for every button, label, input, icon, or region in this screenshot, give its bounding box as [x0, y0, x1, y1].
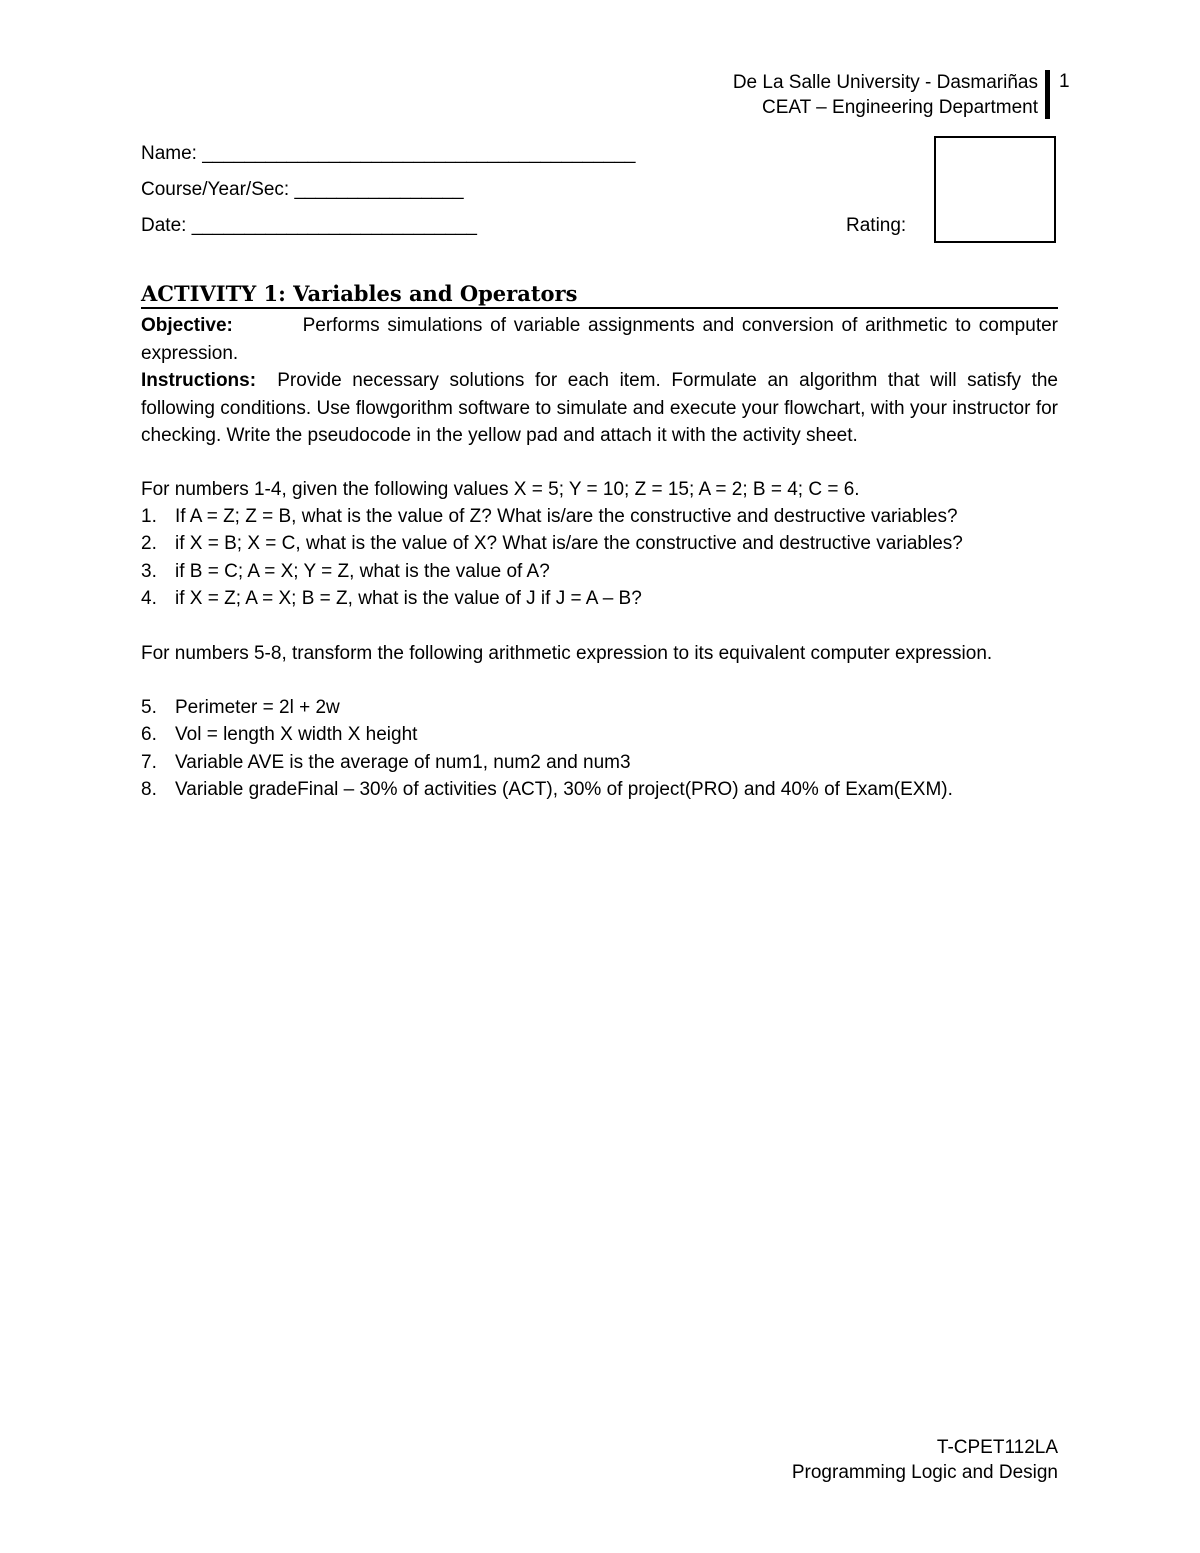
objective-text: Performs simulations of variable assignments and conversion of arithmetic to computer expression.	[141, 315, 1058, 364]
section1-intro: For numbers 1-4, given the following values X = 5; Y = 10; Z = 15; A = 2; B = 4; C = 6.	[141, 479, 860, 500]
item-text: Variable gradeFinal – 30% of activities (ACT), 30% of project(PRO) and 40% of Exam(EXM).	[175, 778, 953, 800]
item-number: 5.	[141, 697, 157, 718]
item-text: if X = B; X = C, what is the value of X? What is/are the constructive and destructive variables?	[175, 533, 963, 555]
section2-list	[141, 694, 1061, 803]
item-number: 2.	[141, 533, 157, 555]
list-item	[141, 694, 1061, 721]
item-number: 7.	[141, 751, 157, 773]
rating-label: Rating:	[846, 215, 907, 236]
name-field[interactable]: Name: _________________________________________	[141, 143, 636, 164]
course-code: T-CPET112LA	[936, 1437, 1058, 1458]
section1-list	[141, 503, 1061, 612]
item-text: If A = Z; Z = B, what is the value of Z? What is/are the constructive and destructive variables?	[175, 506, 958, 527]
list-item	[141, 558, 1061, 585]
activity-title: ACTIVITY 1: Variables and Operators	[141, 280, 1058, 309]
instructions-label: Instructions:	[141, 370, 257, 391]
page-number: 1	[1059, 71, 1070, 92]
page-header	[733, 70, 1038, 120]
list-item	[141, 530, 1061, 557]
item-text: if B = C; A = X; Y = Z, what is the value of A?	[175, 560, 550, 582]
item-number: 6.	[141, 724, 157, 746]
instructions-paragraph	[141, 367, 1058, 450]
item-number: 8.	[141, 778, 157, 800]
list-item	[141, 776, 1061, 803]
item-text: Variable AVE is the average of num1, num2 and num3	[175, 751, 631, 773]
item-number: 1.	[141, 506, 157, 527]
list-item	[141, 749, 1061, 776]
instructions-text: Provide necessary solutions for each item. Formulate an algorithm that will satisfy the following conditions. Use flowgorithm software to simulate and execute your flowchart, with your instructor for checking. Write the pseudocode in the yellow pad and attach it with the activity sheet.	[141, 370, 1058, 446]
page-footer	[792, 1435, 1058, 1485]
item-number: 3.	[141, 560, 157, 582]
item-text: Perimeter = 2l + 2w	[175, 697, 340, 718]
rating-box[interactable]	[934, 136, 1056, 243]
objective-paragraph	[141, 312, 1058, 367]
department-name: CEAT – Engineering Department	[761, 97, 1038, 118]
list-item	[141, 503, 1061, 530]
course-title: Programming Logic and Design	[791, 1462, 1058, 1483]
section2-intro: For numbers 5-8, transform the following arithmetic expression to its equivalent computer expression.	[141, 643, 993, 664]
list-item	[141, 721, 1061, 748]
item-text: Vol = length X width X height	[175, 724, 418, 746]
list-item	[141, 585, 1061, 612]
item-text: if X = Z; A = X; B = Z, what is the value of J if J = A – B?	[175, 587, 642, 609]
date-field[interactable]: Date: ___________________________	[141, 215, 477, 236]
item-number: 4.	[141, 587, 157, 609]
university-name: De La Salle University - Dasmariñas	[732, 72, 1038, 93]
header-divider	[1045, 70, 1050, 119]
objective-label: Objective:	[141, 315, 233, 336]
course-year-sec-field[interactable]: Course/Year/Sec: ________________	[141, 179, 464, 200]
